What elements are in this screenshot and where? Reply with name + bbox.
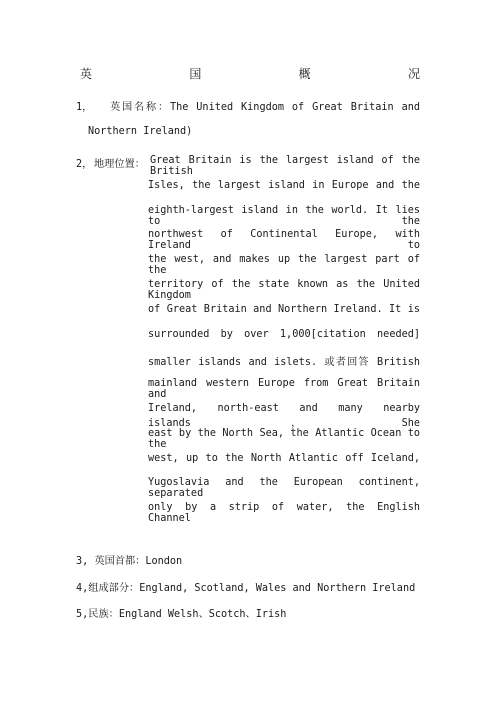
item3: 3, 英国首都：London — [76, 556, 183, 567]
item2-line: east by the North Sea, the Atlantic Ocean to the — [148, 427, 420, 450]
item2-line: the west, and makes up the largest part of the — [148, 254, 420, 277]
item1-line1: 英国名称：The United Kingdom of Great Britain and — [110, 102, 420, 113]
document-title — [80, 65, 420, 82]
title-char: 概 — [298, 67, 311, 81]
item2-line: eighth-largest island in the world. It lies to the — [148, 204, 420, 227]
item2-line: surrounded by over 1,000[citation needed] — [148, 328, 420, 340]
item2-line: of Great Britain and Northern Ireland. It is — [148, 303, 420, 315]
title-char: 英 — [80, 67, 93, 81]
item2-heading: 地理位置： — [94, 159, 145, 170]
item2-line: Great Britain is the largest island of the British — [150, 155, 420, 177]
item2-line: territory of the state known as the United Kingdom — [148, 279, 420, 301]
item2-label: 2， — [76, 159, 93, 170]
item5: 5,民族：England Welsh、Scotch、Irish — [76, 609, 287, 620]
item4: 4,组成部分：England, Scotland, Wales and Northern Ireland — [76, 583, 416, 594]
item2-line: smaller islands and islets. 或者回答 British — [148, 357, 420, 369]
item1-label: 1， — [76, 102, 93, 113]
item2-line: Isles, the largest island in Europe and the — [148, 179, 420, 191]
item2-line: Yugoslavia and the European continent, separated — [148, 477, 420, 500]
item2-line: only by a strip of water, the English Channel — [148, 502, 420, 525]
title-char: 况 — [407, 67, 420, 81]
item2-line: northwest of Continental Europe, with Ireland to — [148, 229, 420, 252]
title-char: 国 — [189, 67, 202, 81]
item2-line: mainland western Europe from Great Britain and — [148, 378, 420, 401]
item2-line: west, up to the North Atlantic off Iceland, — [148, 452, 420, 464]
item1-line2: Northern Ireland) — [88, 126, 193, 137]
item2-line: Ireland, north-east and many nearby islands，She — [148, 403, 420, 429]
